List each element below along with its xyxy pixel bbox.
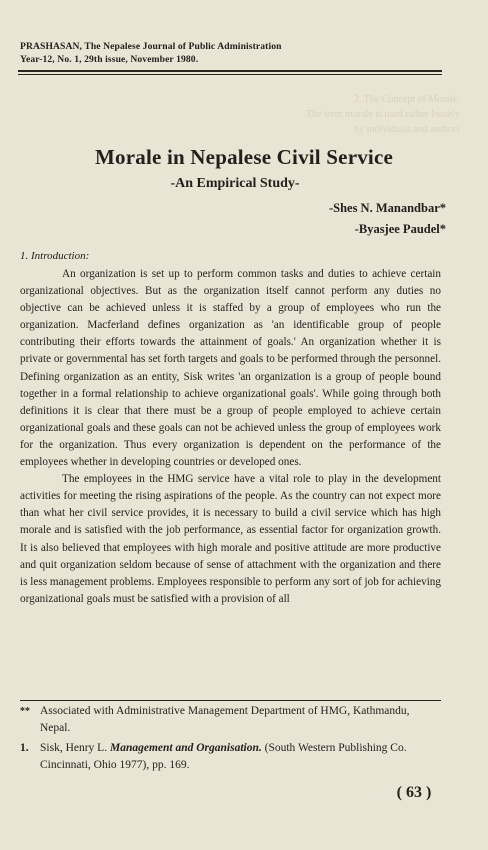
paragraph-1: An organization is set up to perform common tasks and duties to achieve certain organizational objectives. But as the organization itself cannot perform any duties no objective can be achieved unless it is staffed by a group of employees who run the organization. Macferland defines organization as 'an identificable group of people contributing their efforts towards the attainment of goals.' An organization whether it is private or governmental has set forth targets and goals to be performed through the personnel. Defining organization as an entity, Sisk writes 'an organization is a group of people bound together in a formal relationship to achieve organizational goals'. While going through both definitions it is clear that there must be a group of people employed to achieve certain organizational goals and these goals can not be achieved unless the group of employees work for the organization. Thus every organization is dependent on the performance of the employees whether in developing countries or developed ones. <box>20 268 441 469</box>
journal-name: PRASHASAN, The Nepalese Journal of Public Administration <box>20 41 282 52</box>
footnote-marker: ** <box>20 706 30 717</box>
footnote-text: Associated with Administrative Management Department of HMG, Kathmandu, Nepal. <box>40 705 410 734</box>
footnote-rule <box>20 700 441 701</box>
section-heading: 1. Introduction: <box>20 250 90 262</box>
footnote-publisher: (South Western Publishing Co. Cincinnati, Ohio 1977), pp. 169. <box>40 742 407 771</box>
show-through-text: 2. The Concept of Morale: The term morale is used rather loosely by individuals and authors <box>306 94 460 135</box>
footnote-author: Sisk, Henry L. <box>40 742 108 754</box>
issue-line: Year-12, No. 1, 29th issue, November 1980. <box>20 54 199 65</box>
author-1: -Shes N. Manandbar* <box>328 201 446 215</box>
footnote-reference <box>20 740 441 774</box>
article-subtitle: -An Empirical Study- <box>170 176 300 191</box>
page-number: ( 63 ) <box>396 784 432 801</box>
running-head <box>20 40 460 66</box>
paragraph-2: The employees in the HMG service have a vital role to play in the development activities for meeting the rising aspirations of the people. As the country can not expect more than what her civil service provides, it is necessary to build a civil service which has high morale and is satisfied with the job performance, as essential factor for organization growth. It is also believed that employees with high morale and positive attitude are more productive and quit organization seldom because of sense of attachment with the organization and there is less management problems. Employees responsible to perform any sort of job for achieving organizational goals must be satisfied with a provision of all <box>20 473 441 605</box>
footnote-affiliation <box>20 703 441 737</box>
article-body <box>20 266 441 608</box>
footnote-number: 1. <box>20 742 29 754</box>
footnote-book-title: Management and Organisation. <box>109 742 262 754</box>
footnotes <box>20 703 441 777</box>
article-title: Morale in Nepalese Civil Service <box>95 145 393 169</box>
header-rule-thin <box>18 74 442 75</box>
header-rule <box>18 70 442 72</box>
author-2: -Byasjee Paudel* <box>354 222 446 236</box>
